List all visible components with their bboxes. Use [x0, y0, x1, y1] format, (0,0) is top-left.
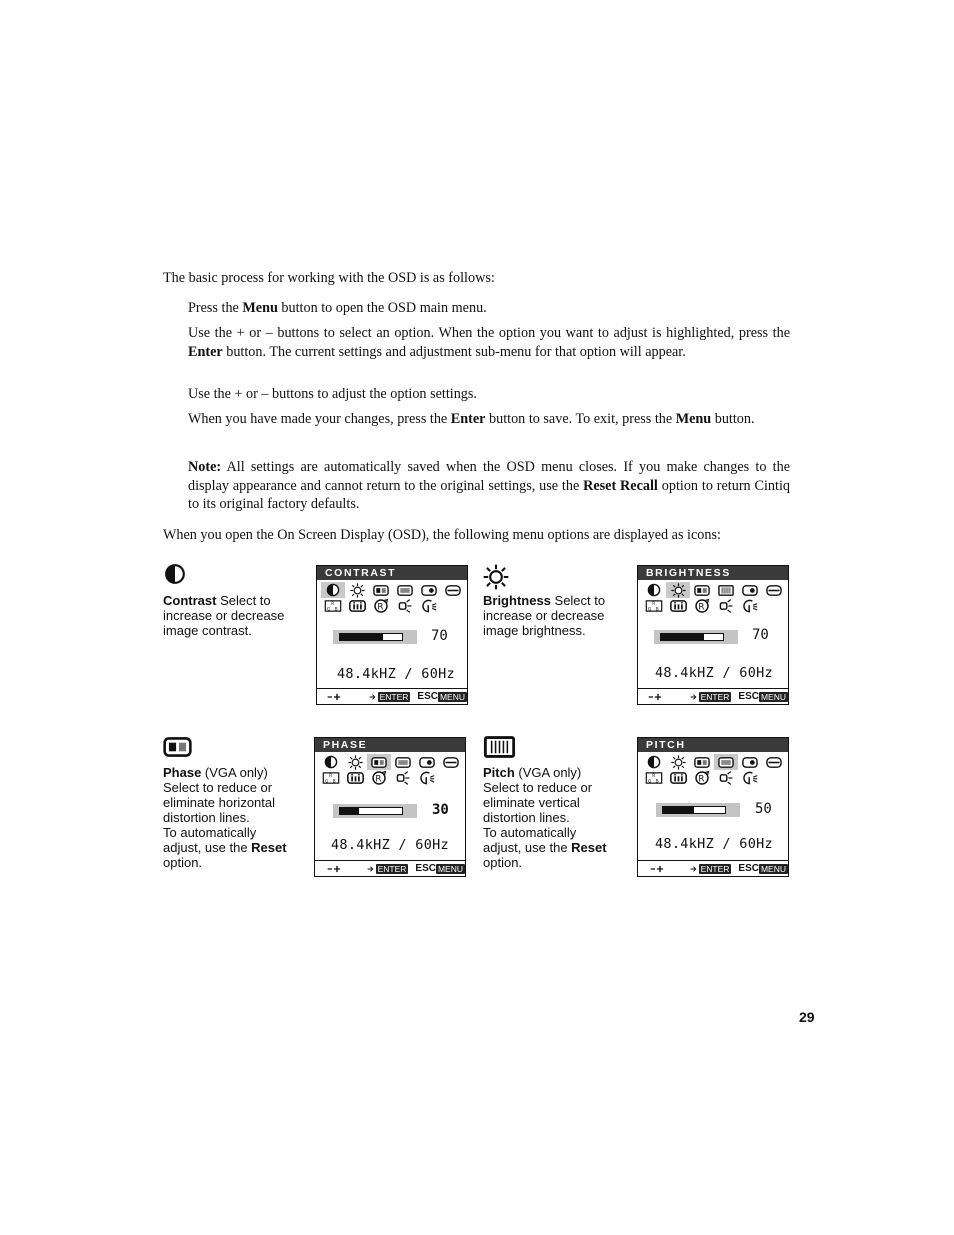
minus-plus-icon [327, 864, 341, 874]
level-fill [663, 807, 694, 813]
level-fill [340, 808, 359, 814]
brightness-icon[interactable] [345, 582, 369, 598]
osd-title: BRIGHTNESS [638, 566, 788, 580]
level-fill [340, 634, 383, 640]
level-value: 30 [432, 802, 449, 818]
vpos-icon[interactable] [738, 582, 762, 598]
phase-icon[interactable] [690, 582, 714, 598]
level-fill [661, 634, 704, 640]
osd-title: PITCH [638, 738, 788, 752]
menu-key-label: MENU [437, 863, 463, 874]
frequency-readout: 48.4kHZ / 60Hz [655, 665, 773, 681]
language-icon[interactable] [738, 770, 762, 786]
minus-plus-icon [648, 692, 662, 702]
arrow-icon [690, 864, 697, 874]
vpos-icon[interactable] [417, 582, 441, 598]
info-icon[interactable] [666, 598, 690, 614]
pitch-icon[interactable] [714, 754, 738, 770]
menu-key-label: MENU [760, 691, 786, 702]
enter-key-label: ENTER [379, 691, 409, 702]
osd-icon-row-2 [321, 598, 441, 614]
esc-label: ESC [417, 691, 438, 702]
size-icon[interactable] [439, 754, 463, 770]
level-bar[interactable] [333, 630, 417, 644]
osd-intro-text: When you open the On Screen Display (OSD), the following menu options are displayed as icons: [163, 527, 721, 543]
vpos-icon[interactable] [415, 754, 439, 770]
brightness-icon[interactable] [666, 754, 690, 770]
enter-key-label: ENTER [377, 863, 407, 874]
osd-icon-row-1 [319, 754, 463, 770]
info-icon[interactable] [666, 770, 690, 786]
intro-text: The basic process for working with the OSD is as follows: [163, 270, 495, 286]
phase-icon [163, 737, 192, 757]
osd-contrast-panel [316, 565, 468, 705]
size-icon[interactable] [441, 582, 465, 598]
step-1: Press the Menu button to open the OSD main menu. [188, 300, 487, 316]
contrast-icon[interactable] [321, 582, 345, 598]
info-icon[interactable] [345, 598, 369, 614]
page-number: 29 [799, 1009, 815, 1025]
color-rgb-icon[interactable] [319, 770, 343, 786]
osd-icon-row-2 [319, 770, 439, 786]
color-rgb-icon[interactable] [642, 598, 666, 614]
osd-title: CONTRAST [317, 566, 467, 580]
osd-footer [638, 860, 788, 876]
pitch-icon[interactable] [714, 582, 738, 598]
brightness-icon[interactable] [343, 754, 367, 770]
vpos-icon[interactable] [738, 754, 762, 770]
esc-label: ESC [415, 863, 436, 874]
note: Note: All settings are automatically saved when the OSD menu closes. If you make changes to the display appearance and cannot return to the original settings, use the Reset Recall option to return Cintiq to its original factory defaults. [188, 459, 790, 512]
osd-icon-row-1 [642, 582, 786, 598]
enter-key-label: ENTER [700, 691, 730, 702]
level-value: 50 [755, 801, 772, 817]
arrow-icon [690, 692, 697, 702]
phase-icon[interactable] [690, 754, 714, 770]
osd-icon-row-1 [321, 582, 465, 598]
arrow-icon [369, 692, 376, 702]
osd-footer [638, 688, 788, 704]
frequency-readout: 48.4kHZ / 60Hz [655, 836, 773, 852]
brightness-icon [483, 564, 509, 590]
brightness-icon[interactable] [666, 582, 690, 598]
step-2: Use the + or – buttons to select an option. When the option you want to adjust is highlighted, press the Enter button. The current settings and adjustment sub-menu for that option will appear. [188, 325, 790, 360]
osd-footer [315, 860, 465, 876]
osd-icon-row-2 [642, 770, 762, 786]
level-bar[interactable] [333, 804, 417, 818]
osd-brightness-panel [637, 565, 789, 705]
phase-description: Phase (VGA only) Select to reduce or eliminate horizontal distortion lines. To automatically adjust, use the Reset option. [163, 765, 287, 870]
enter-key-label: ENTER [700, 863, 730, 874]
contrast-description: Contrast Select to increase or decrease image contrast. [163, 593, 285, 638]
osd-title: PHASE [315, 738, 465, 752]
osd-footer [317, 688, 467, 704]
pitch-description: Pitch (VGA only) Select to reduce or eliminate vertical distortion lines. To automatically adjust, use the Reset option. [483, 765, 607, 870]
frequency-readout: 48.4kHZ / 60Hz [337, 666, 455, 682]
minus-plus-icon [327, 692, 341, 702]
esc-label: ESC [738, 691, 759, 702]
hpos-icon[interactable] [391, 754, 415, 770]
reset-icon[interactable] [369, 598, 393, 614]
level-bar[interactable] [656, 803, 740, 817]
language-icon[interactable] [415, 770, 439, 786]
contrast-icon[interactable] [642, 582, 666, 598]
osd-phase-panel [314, 737, 466, 877]
hpos-icon[interactable] [393, 582, 417, 598]
language-icon[interactable] [417, 598, 441, 614]
menu-key-label: MENU [439, 691, 465, 702]
step-4: When you have made your changes, press the Enter button to save. To exit, press the Menu button. [188, 411, 755, 427]
osd-icon-row-1 [642, 754, 786, 770]
minus-plus-icon [650, 864, 664, 874]
contrast-icon[interactable] [642, 754, 666, 770]
step-3: Use the + or – buttons to adjust the option settings. [188, 386, 477, 402]
reset-icon[interactable] [690, 770, 714, 786]
arrow-icon [367, 864, 374, 874]
menu-key-label: MENU [760, 863, 786, 874]
phase-icon[interactable] [367, 754, 391, 770]
osd-pitch-panel [637, 737, 789, 877]
size-icon[interactable] [762, 754, 786, 770]
level-value: 70 [752, 627, 769, 643]
info-icon[interactable] [343, 770, 367, 786]
reset-icon[interactable] [690, 598, 714, 614]
contrast-icon [164, 563, 186, 585]
contrast-icon[interactable] [319, 754, 343, 770]
phase-icon[interactable] [369, 582, 393, 598]
level-value: 70 [431, 628, 448, 644]
reset-icon[interactable] [367, 770, 391, 786]
color-rgb-icon[interactable] [642, 770, 666, 786]
language-icon[interactable] [738, 598, 762, 614]
lamp-icon[interactable] [714, 598, 738, 614]
frequency-readout: 48.4kHZ / 60Hz [331, 837, 449, 853]
lamp-icon[interactable] [714, 770, 738, 786]
lamp-icon[interactable] [393, 598, 417, 614]
esc-label: ESC [738, 863, 759, 874]
size-icon[interactable] [762, 582, 786, 598]
level-bar[interactable] [654, 630, 738, 644]
lamp-icon[interactable] [391, 770, 415, 786]
pitch-icon [483, 736, 516, 758]
osd-icon-row-2 [642, 598, 762, 614]
brightness-description: Brightness Select to increase or decrease image brightness. [483, 593, 606, 638]
color-rgb-icon[interactable] [321, 598, 345, 614]
